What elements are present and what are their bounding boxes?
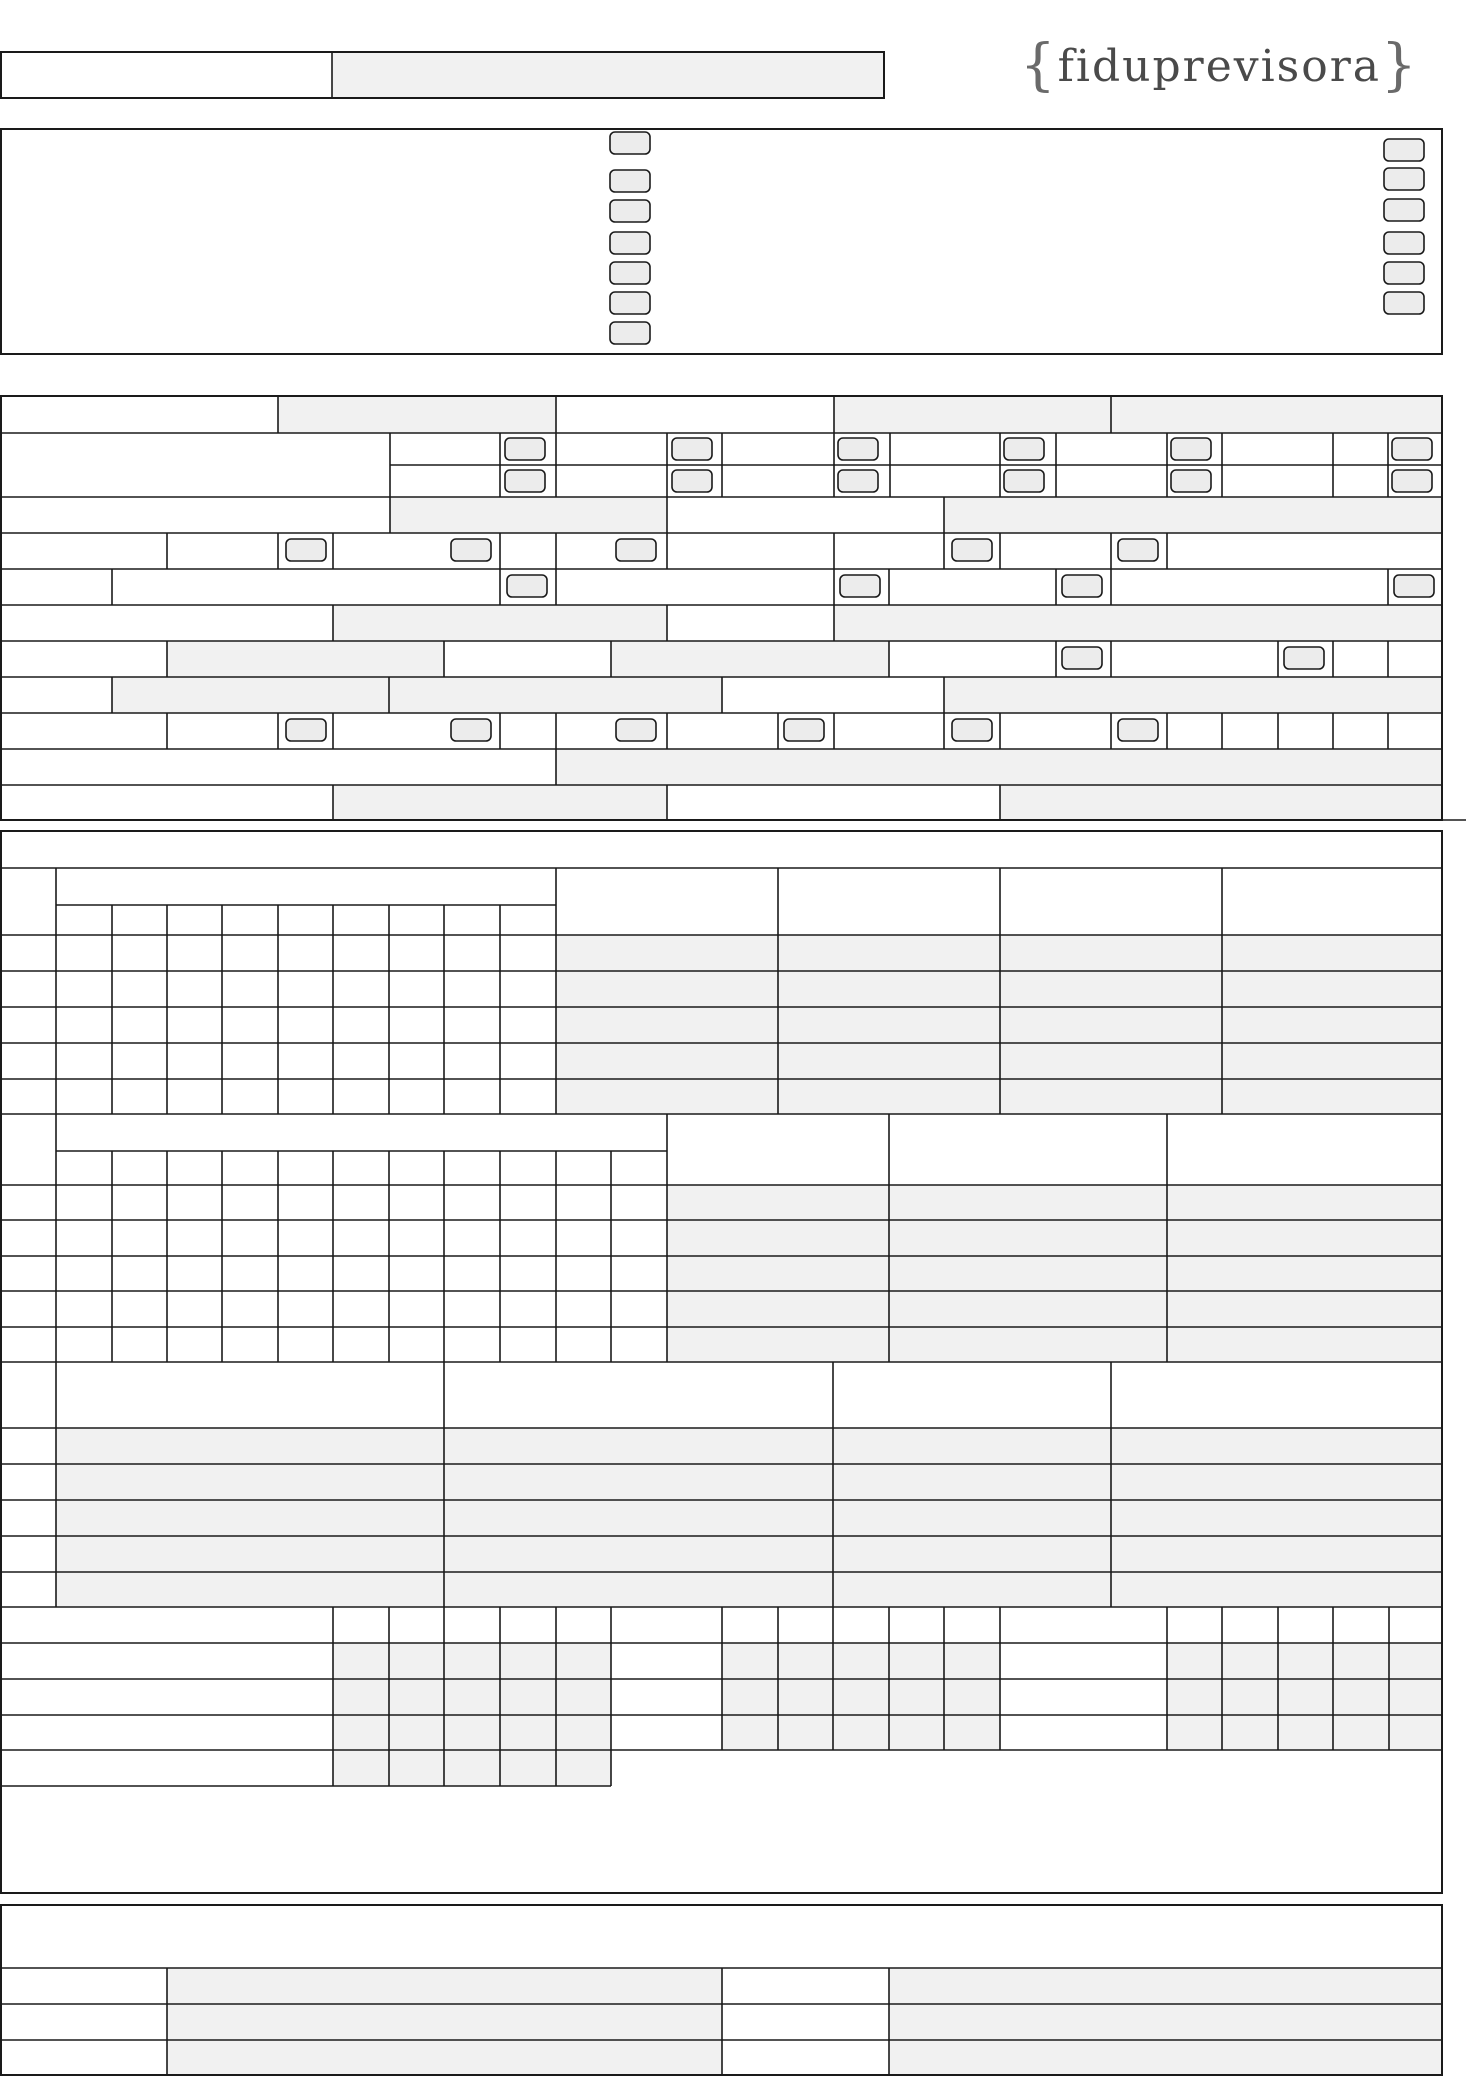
s2-row-c-input[interactable] [944,497,1442,533]
s4-value-cell[interactable] [167,1968,722,2004]
t4-score-cell[interactable] [1333,1643,1389,1679]
section-1-right-checkbox-4[interactable] [1384,232,1424,254]
s2-row-e-checkbox[interactable] [1394,575,1434,597]
s2-row-b-checkbox[interactable] [1392,470,1432,492]
s2-row-h-input[interactable] [944,677,1442,713]
s2-row-h-input[interactable] [112,677,389,713]
t4-score-cell[interactable] [333,1750,389,1786]
section-1-right-checkbox-1[interactable] [1384,139,1424,161]
s2-row-e-checkbox[interactable] [507,575,547,597]
section-1-left-checkbox-3[interactable] [610,200,650,222]
t4-score-cell[interactable] [1167,1679,1222,1715]
t2-value-cell[interactable] [1167,1185,1442,1220]
section-1-left-checkbox-7[interactable] [610,322,650,344]
s2-row-i-checkbox[interactable] [451,719,491,741]
s2-row-b-checkbox[interactable] [1171,438,1211,460]
section-1-left-checkbox-4[interactable] [610,232,650,254]
s2-row-a-input[interactable] [1111,396,1442,433]
s2-row-i-checkbox[interactable] [286,719,326,741]
t1-value-cell[interactable] [1222,1007,1442,1043]
t3-value-cell[interactable] [444,1536,833,1572]
s2-row-b-checkbox[interactable] [505,438,545,460]
t4-score-cell[interactable] [1333,1679,1389,1715]
s2-row-a-input[interactable] [834,396,1111,433]
t1-value-cell[interactable] [1222,1043,1442,1079]
t3-value-cell[interactable] [1111,1428,1442,1464]
t3-value-cell[interactable] [56,1500,444,1536]
s2-row-k-input[interactable] [1000,785,1442,820]
t1-value-cell[interactable] [556,1079,778,1114]
t4-score-cell[interactable] [1389,1643,1442,1679]
t4-score-cell[interactable] [1222,1679,1278,1715]
t4-score-cell[interactable] [1167,1643,1222,1679]
t4-score-cell[interactable] [944,1643,1000,1679]
s2-row-c-input[interactable] [390,497,667,533]
t2-value-cell[interactable] [889,1220,1167,1256]
t3-value-cell[interactable] [833,1500,1111,1536]
t2-value-cell[interactable] [889,1291,1167,1327]
t4-score-cell[interactable] [500,1715,556,1750]
s2-row-b-checkbox[interactable] [1004,470,1044,492]
t4-score-cell[interactable] [389,1679,444,1715]
t1-value-cell[interactable] [778,935,1000,971]
t1-value-cell[interactable] [778,971,1000,1007]
t4-score-cell[interactable] [500,1750,556,1786]
s4-value-cell[interactable] [167,2004,722,2040]
t4-score-cell[interactable] [444,1679,500,1715]
t1-value-cell[interactable] [1222,935,1442,971]
s2-row-g-checkbox[interactable] [1284,647,1324,669]
t2-value-cell[interactable] [1167,1291,1442,1327]
t4-score-cell[interactable] [1389,1679,1442,1715]
section-1-left-checkbox-1[interactable] [610,132,650,154]
s2-row-b-checkbox[interactable] [505,470,545,492]
t2-value-cell[interactable] [667,1256,889,1291]
t3-value-cell[interactable] [444,1464,833,1500]
t4-score-cell[interactable] [944,1679,1000,1715]
t4-score-cell[interactable] [1167,1715,1222,1750]
t4-score-cell[interactable] [1222,1715,1278,1750]
s2-row-d-checkbox[interactable] [286,539,326,561]
s2-row-i-checkbox[interactable] [784,719,824,741]
t3-value-cell[interactable] [56,1464,444,1500]
section-1-right-checkbox-2[interactable] [1384,168,1424,190]
section-1-left-checkbox-5[interactable] [610,262,650,284]
s2-row-d-checkbox[interactable] [451,539,491,561]
t4-score-cell[interactable] [889,1643,944,1679]
t4-score-cell[interactable] [556,1715,611,1750]
section-1-left-checkbox-2[interactable] [610,170,650,192]
t3-value-cell[interactable] [1111,1500,1442,1536]
s2-row-b-checkbox[interactable] [672,470,712,492]
s2-row-b-checkbox[interactable] [1392,438,1432,460]
t4-score-cell[interactable] [1278,1715,1333,1750]
t1-value-cell[interactable] [1000,1007,1222,1043]
t4-score-cell[interactable] [1222,1643,1278,1679]
t4-score-cell[interactable] [333,1679,389,1715]
s2-row-j-input[interactable] [556,749,1442,785]
s2-row-d-checkbox[interactable] [616,539,656,561]
section-1-right-checkbox-6[interactable] [1384,292,1424,314]
t1-value-cell[interactable] [556,1043,778,1079]
s2-row-e-checkbox[interactable] [1062,575,1102,597]
s2-row-f-input[interactable] [834,605,1442,641]
t4-score-cell[interactable] [833,1679,889,1715]
t2-value-cell[interactable] [889,1256,1167,1291]
t2-value-cell[interactable] [667,1185,889,1220]
fiduprevisora-logo: {fiduprevisora} [1020,33,1419,98]
t3-value-cell[interactable] [1111,1464,1442,1500]
t3-value-cell[interactable] [444,1428,833,1464]
t4-score-cell[interactable] [556,1750,611,1786]
s2-row-i-checkbox[interactable] [1118,719,1158,741]
s2-row-d-checkbox[interactable] [952,539,992,561]
t2-value-cell[interactable] [1167,1220,1442,1256]
s2-row-i-checkbox[interactable] [952,719,992,741]
t3-value-cell[interactable] [833,1572,1111,1607]
section-1-left-checkbox-6[interactable] [610,292,650,314]
t4-score-cell[interactable] [1333,1715,1389,1750]
t2-value-cell[interactable] [1167,1256,1442,1291]
t1-value-cell[interactable] [1222,1079,1442,1114]
t4-score-cell[interactable] [889,1715,944,1750]
t4-score-cell[interactable] [889,1679,944,1715]
t4-score-cell[interactable] [389,1750,444,1786]
s2-row-b-checkbox[interactable] [1171,470,1211,492]
t4-score-cell[interactable] [500,1643,556,1679]
s2-row-h-input[interactable] [389,677,722,713]
t4-score-cell[interactable] [556,1643,611,1679]
t4-score-cell[interactable] [1278,1643,1333,1679]
t4-score-cell[interactable] [944,1715,1000,1750]
s2-row-g-checkbox[interactable] [1062,647,1102,669]
t3-value-cell[interactable] [444,1500,833,1536]
t4-score-cell[interactable] [500,1679,556,1715]
logo-wordmark: fiduprevisora [1057,41,1382,92]
t1-value-cell[interactable] [556,1007,778,1043]
t4-score-cell[interactable] [389,1715,444,1750]
s2-row-g-input[interactable] [167,641,444,677]
s4-value-cell[interactable] [167,2040,722,2076]
t4-score-cell[interactable] [1278,1679,1333,1715]
t4-score-cell[interactable] [444,1643,500,1679]
t2-value-cell[interactable] [889,1327,1167,1362]
t2-value-cell[interactable] [889,1185,1167,1220]
t3-value-cell[interactable] [833,1464,1111,1500]
s2-row-b-checkbox[interactable] [1004,438,1044,460]
section-1-right-checkbox-3[interactable] [1384,199,1424,221]
s2-row-k-input[interactable] [333,785,667,820]
t3-value-cell[interactable] [444,1572,833,1607]
t3-value-cell[interactable] [833,1536,1111,1572]
s2-row-e-checkbox[interactable] [840,575,880,597]
t4-score-cell[interactable] [722,1679,778,1715]
t2-value-cell[interactable] [667,1291,889,1327]
t4-score-cell[interactable] [778,1643,833,1679]
t4-score-cell[interactable] [722,1715,778,1750]
s4-value-cell[interactable] [889,2004,1442,2040]
s4-value-cell[interactable] [889,1968,1442,2004]
t1-value-cell[interactable] [778,1007,1000,1043]
t2-value-cell[interactable] [1167,1327,1442,1362]
t4-score-cell[interactable] [389,1643,444,1679]
s2-row-b-checkbox[interactable] [838,470,878,492]
t3-value-cell[interactable] [1111,1536,1442,1572]
s4-value-cell[interactable] [889,2040,1442,2076]
t1-value-cell[interactable] [1000,935,1222,971]
s2-row-g-input[interactable] [611,641,889,677]
s2-row-d-checkbox[interactable] [1118,539,1158,561]
t3-value-cell[interactable] [1111,1572,1442,1607]
s2-row-a-input[interactable] [278,396,556,433]
t4-score-cell[interactable] [1389,1715,1442,1750]
t4-score-cell[interactable] [556,1679,611,1715]
t4-score-cell[interactable] [722,1643,778,1679]
t4-score-cell[interactable] [833,1715,889,1750]
section-1-box [1,129,1442,354]
shaded-input-cells[interactable] [56,52,1442,2076]
t1-value-cell[interactable] [556,935,778,971]
t2-value-cell[interactable] [667,1220,889,1256]
section-1-right-checkbox-5[interactable] [1384,262,1424,284]
s2-row-b-checkbox[interactable] [838,438,878,460]
t1-value-cell[interactable] [1000,971,1222,1007]
t4-score-cell[interactable] [333,1715,389,1750]
t4-score-cell[interactable] [778,1679,833,1715]
t1-value-cell[interactable] [1000,1043,1222,1079]
t1-value-cell[interactable] [1222,971,1442,1007]
t3-value-cell[interactable] [833,1428,1111,1464]
t3-value-cell[interactable] [56,1572,444,1607]
t4-score-cell[interactable] [444,1750,500,1786]
t1-value-cell[interactable] [556,971,778,1007]
t1-value-cell[interactable] [1000,1079,1222,1114]
t4-score-cell[interactable] [778,1715,833,1750]
t1-value-cell[interactable] [778,1043,1000,1079]
t3-value-cell[interactable] [56,1428,444,1464]
t4-score-cell[interactable] [444,1715,500,1750]
t3-value-cell[interactable] [56,1536,444,1572]
s2-row-b-checkbox[interactable] [672,438,712,460]
t4-score-cell[interactable] [833,1643,889,1679]
s2-row-f-input[interactable] [333,605,667,641]
s2-row-i-checkbox[interactable] [616,719,656,741]
header-strip-value[interactable] [332,52,884,98]
t4-score-cell[interactable] [333,1643,389,1679]
t1-value-cell[interactable] [778,1079,1000,1114]
t2-value-cell[interactable] [667,1327,889,1362]
